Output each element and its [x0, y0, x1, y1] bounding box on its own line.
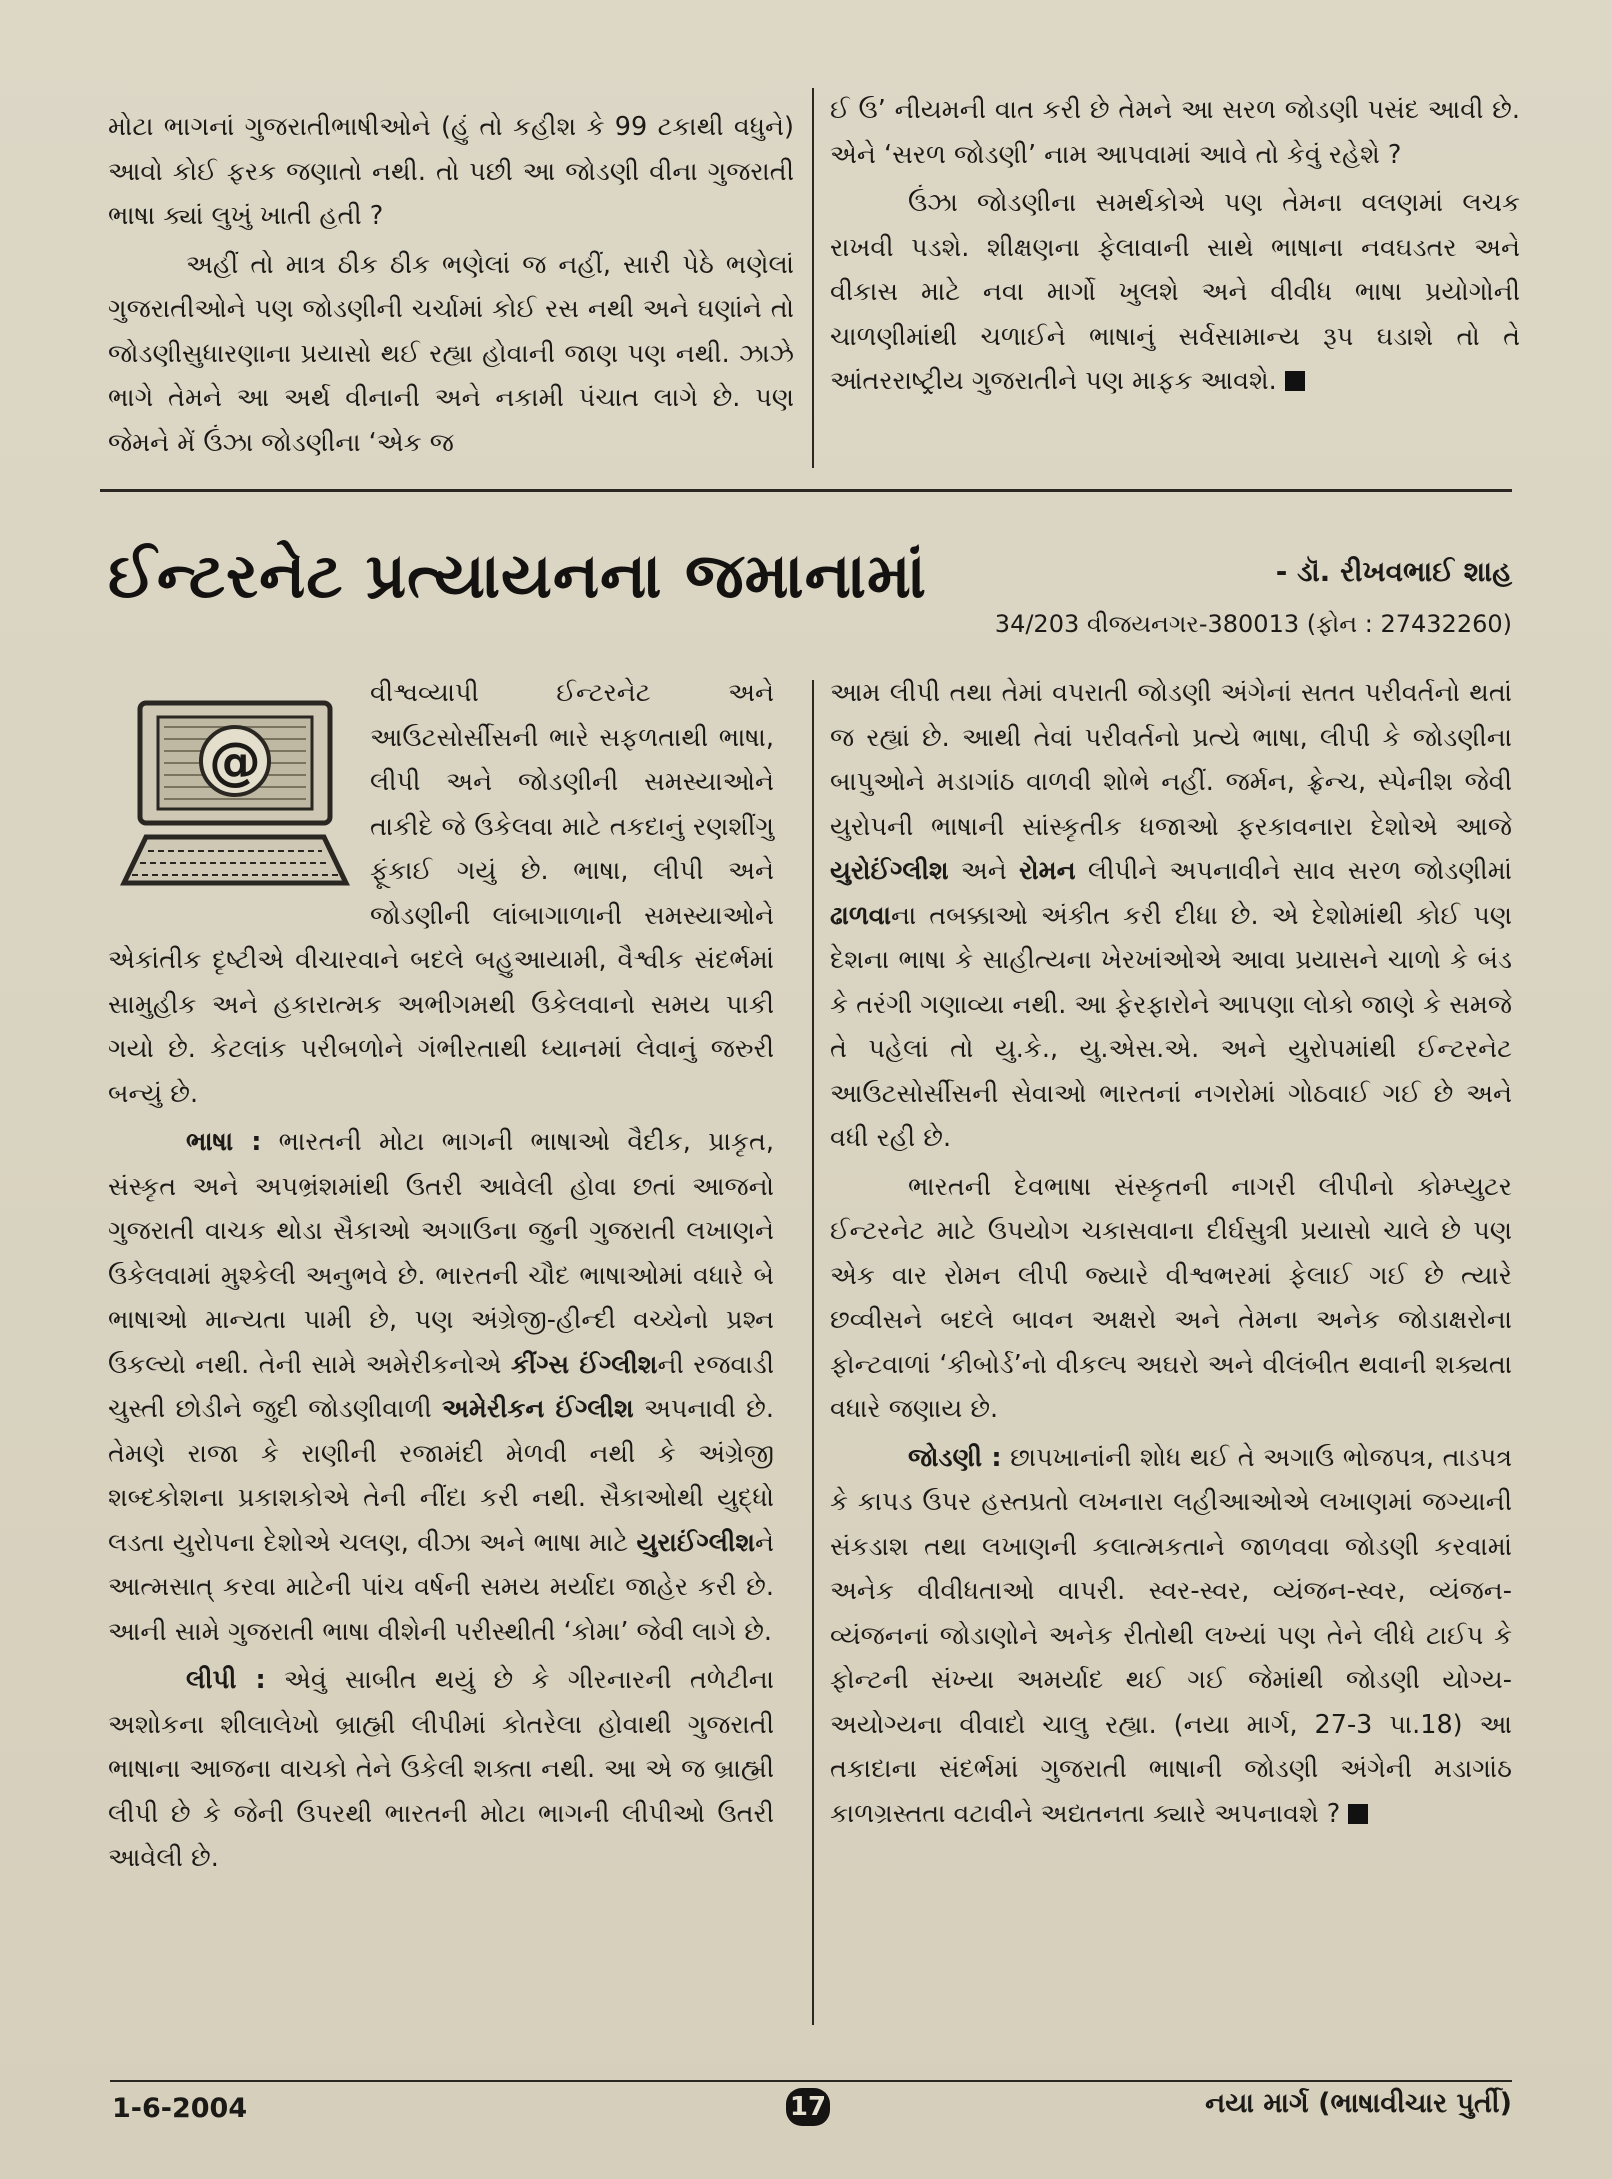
paragraph: આમ લીપી તથા તેમાં વપરાતી જોડણી અંગેનાં સતત પરીવર્તનો થતાં જ રહ્યાં છે. આથી તેવાં પરીવર્તનો પ્રત્યે ભાષા, લીપી કે જોડણીના બાપુઓને મડાગાંઠ વાળવી શોભે નહીં. જર્મન, ફ્રેન્ચ, સ્પેનીશ જેવી યુરોપની ભાષાની સાંસ્કૃતીક ધજાઓ ફરકાવનારા દેશોએ આજે યુરોઈંગ્લીશ અને રોમન લીપીને અપનાવીને સાવ સરળ જોડણીમાં ઢાળવાના તબક્કાઓ અંકીત કરી દીધા છે. એ દેશોમાંથી કોઈ પણ દેશના ભાષા કે સાહીત્યના ખેરખાંઓએ આવા પ્રયાસને ચાળો કે બંડ કે તરંગી ગણાવ્યા નથી. આ ફેરફારોને આપણા લોકો જાણે કે સમજે તે પહેલાં તો યુ.કે., યુ.એસ.એ. અને યુરોપમાંથી ઈન્ટરનેટ આઉટસોર્સીસની સેવાઓ ભારતનાં નગરોમાં ગોઠવાઈ ગઈ છે અને વધી રહી છે. [830, 678, 1512, 1153]
section-label-bhasha: ભાષા : [186, 1127, 262, 1157]
paragraph-text: ઉંઝા જોડણીના સમર્થકોએ પણ તેમના વલણમાં લચક રાખવી પડશે. શીક્ષણના ફેલાવાની સાથે ભાષાના નવઘડતર અને વીકાસ માટે નવા માર્ગો ખુલશે અને વીવીધ ભાષા પ્રયોગોની ચાળણીમાંથી ચળાઈને ભાષાનું સર્વસામાન્ય રૂપ ઘડાશે તો તે આંતરરાષ્ટ્રીય ગુજરાતીને પણ માફક આવશે. [830, 188, 1520, 396]
end-square-icon [1348, 1804, 1368, 1824]
paragraph: અહીં તો માત્ર ઠીક ઠીક ભણેલાં જ નહીં, સારી પેઠે ભણેલાં ગુજરાતીઓને પણ જોડણીની ચર્ચામાં કોઈ રસ નથી અને ઘણાંને તો જોડણીસુધારણાના પ્રયાસો થઈ રહ્યા હોવાની જાણ પણ નથી. ઝાઝે ભાગે તેમને આ અર્થ વીનાની અને નકામી પંચાત લાગે છે. પણ જેમને મેં ઉંઝા જોડણીના ‘એક જ [108, 249, 794, 458]
column-divider [812, 88, 814, 468]
section-label-jodni: જોડણી : [908, 1442, 1002, 1473]
top-left-column [108, 105, 794, 469]
author-address: 34/203 વીજયનગર-380013 (ફોન : 27432260) [994, 610, 1512, 638]
footer-divider [110, 2080, 1512, 2082]
top-right-column [830, 88, 1520, 408]
lipi-paragraph: લીપી : એવું સાબીત થયું છે કે ગીરનારની તળેટીના અશોકના શીલાલેખો બ્રાહ્મી લીપીમાં કોતરેલા હોવાથી ગુજરાતી ભાષાના આજના વાચકો તેને ઉકેલી શક્તા નથી. આ એ જ બ્રાહ્મી લીપી છે કે જેની ઉપરથી ભારતની મોટા ભાગની લીપીઓ ઉતરી આવેલી છે. [108, 1665, 774, 1873]
issue-date: 1-6-2004 [112, 2093, 248, 2124]
section-label-lipi: લીપી : [186, 1665, 266, 1695]
publication-name: નયા માર્ગ (ભાષાવીચાર પુર્તી) [1205, 2088, 1512, 2119]
bhasha-paragraph: ભાષા : ભારતની મોટા ભાગની ભાષાઓ વૈદીક, પ્રાકૃત, સંસ્કૃત અને અપભ્રંશમાંથી ઉતરી આવેલી હોવા છતાં આજનો ગુજરાતી વાચક થોડા સૈકાઓ અગાઉના જુની ગુજરાતી લખાણને ઉકેલવામાં મુશ્કેલી અનુભવે છે. ભારતની ચૌદ ભાષાઓમાં વધારે બે ભાષાઓ માન્યતા પામી છે, પણ અંગ્રેજી-હીન્દી વચ્ચેનો પ્રશ્ન ઉકલ્યો નથી. તેની સામે અમેરીકનોએ કીંગ્સ ઈંગ્લીશની રજવાડી ચુસ્તી છોડીને જુદી જોડણીવાળી અમેરીકન ઈંગ્લીશ અપનાવી છે. તેમણે રાજા કે રાણીની રજામંદી મેળવી નથી કે અંગ્રેજી શબ્દકોશના પ્રકાશકોએ તેની નીંદા કરી નથી. સૈકાઓથી યુદ્ધો લડતા યુરોપના દેશોએ ચલણ, વીઝા અને ભાષા માટે યુરાઈંગ્લીશને આત્મસાત્ કરવા માટેની પાંચ વર્ષની સમય મર્યાદા જાહેર કરી છે. આની સામે ગુજરાતી ભાષા વીશેની પરીસ્થીતી ‘કોમા’ જેવી લાગે છે. [108, 1127, 774, 1647]
article-left-column [108, 671, 774, 1885]
end-square-icon [1285, 371, 1305, 391]
column-divider [812, 680, 814, 2025]
svg-text:@: @ [209, 732, 261, 792]
paragraph: ઈ ઉ’ નીયમની વાત કરી છે તેમને આ સરળ જોડણી પસંદ આવી છે. એને ‘સરળ જોડણી’ નામ આપવામાં આવે તો કેવું રહેશે ? [830, 95, 1520, 170]
article-right-column [830, 671, 1512, 1840]
paragraph: ભારતની દેવભાષા સંસ્કૃતની નાગરી લીપીનો કોમ્પ્યુટર ઈન્ટરનેટ માટે ઉપયોગ ચકાસવાના દીર્ઘસુત્રી પ્રયાસો ચાલે છે પણ એક વાર રોમન લીપી જ્યારે વીશ્વભરમાં ફેલાઈ ગઈ છે ત્યારે છવ્વીસને બદલે બાવન અક્ષરો અને તેમના અનેક જોડાક્ષરોના ફોન્ટવાળાં ‘કીબોર્ડ’નો વીકલ્પ અઘરો અને વીલંબીત થવાની શક્યતા વધારે જણાય છે. [830, 1171, 1512, 1424]
paragraph [830, 181, 1520, 404]
section-divider [100, 489, 1512, 492]
intro-paragraph [108, 671, 774, 1116]
article-author: - ડૉ. રીખવભાઈ શાહ [1275, 555, 1512, 588]
paragraph: મોટા ભાગનાં ગુજરાતીભાષીઓને (હું તો કહીશ કે 99 ટકાથી વધુને) આવો કોઈ ફરક જણાતો નથી. તો પછી આ જોડણી વીના ગુજરાતી ભાષા ક્યાં લુખું ખાતી હતી ? [108, 112, 794, 231]
intro-text: વીશ્વવ્યાપી ઈન્ટરનેટ અને આઉટસોર્સીસની ભારે સફળતાથી ભાષા, લીપી અને જોડણીની સમસ્યાઓને તાકીદે જે ઉકેલવા માટે તકદાનું રણશીંગુ ફૂંકાઈ ગયું છે. ભાષા, લીપી અને જોડણીની લાંબાગાળાની સમસ્યાઓને એકાંતીક દૃષ્ટીએ વીચારવાને બદલે બહુઆયામી, વૈશ્વીક સંદર્ભમાં સામુહીક અને હકારાત્મક અભીગમથી ઉકેલવાનો સમય પાકી ગયો છે. કેટલાંક પરીબળોને ગંભીરતાથી ધ્યાનમાં લેવાનું જરુરી બન્યું છે. [108, 678, 774, 1109]
page-number: 17 [786, 2088, 830, 2126]
jodni-paragraph: જોડણી : છાપખાનાંની શોધ થઈ તે અગાઉ ભોજપત્ર, તાડપત્ર કે કાપડ ઉપર હસ્તપ્રતો લખનારા લહીઆઓએ લખાણમાં જગ્યાની સંકડાશ તથા લખાણની કલાત્મકતાને જાળવવા જોડણી કરવામાં અનેક વીવીધતાઓ વાપરી. સ્વર-સ્વર, વ્યંજન-સ્વર, વ્યંજન-વ્યંજનનાં જોડાણોને અનેક રીતોથી લખ્યાં પણ તેને લીધે ટાઈપ કે ફોન્ટની સંખ્યા અમર્યાદ થઈ ગઈ જેમાંથી જોડણી યોગ્ય-અયોગ્યના વીવાદો ચાલુ રહ્યા. (નયા માર્ગ, 27-3 પા.18) આ તકાદાના સંદર્ભમાં ગુજરાતી ભાષાની જોડણી અંગેની મડાગાંઠ કાળગ્રસ્તતા વટાવીને અદ્યતનતા ક્યારે અપનાવશે ? [830, 1442, 1512, 1829]
article-title: ઈન્ટરનેટ પ્રત્યાયનના જમાનામાં [108, 539, 927, 612]
